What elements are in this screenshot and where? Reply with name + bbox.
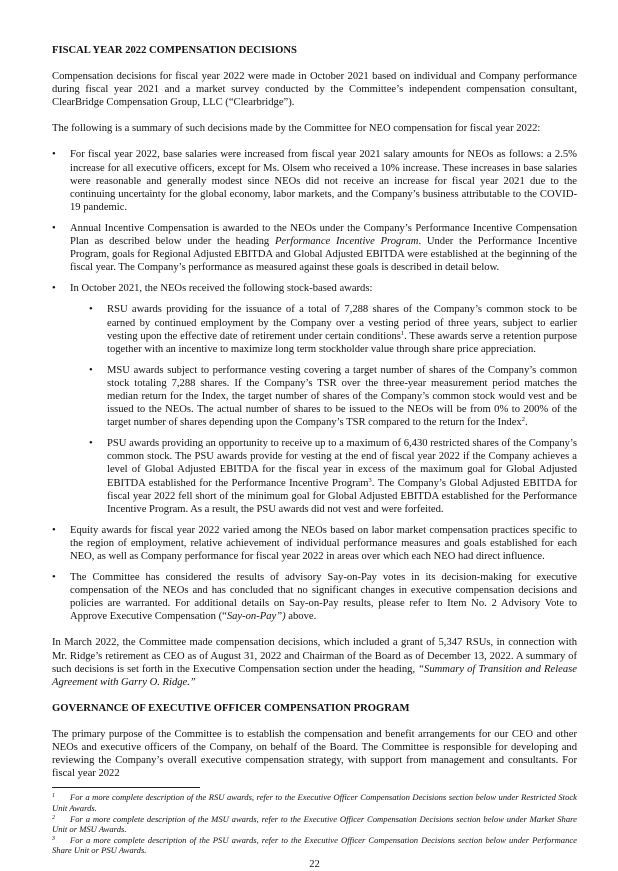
page-number: 22 xyxy=(309,858,320,870)
footnote-ref[interactable]: 1 xyxy=(400,329,405,337)
bullet-icon: • xyxy=(52,283,56,295)
italic-term: Performance Incentive Program xyxy=(274,236,419,248)
footnote-ref[interactable]: 2 xyxy=(521,416,525,424)
footnote-divider xyxy=(52,787,200,788)
bullet-icon: • xyxy=(52,524,56,536)
footnote-ref[interactable]: 3 xyxy=(368,476,372,484)
bullet-icon: • xyxy=(52,572,56,584)
document-page xyxy=(52,44,577,871)
intro-paragraph: Compensation decisions for fiscal year 2022 were made in October 2021 based on individual and Company performance during fiscal year 2021 and a market survey conducted by the Committee’s independent compensation consultant, ClearBridge Compensation Group, LLC (“Clearbridge”). xyxy=(52,71,577,109)
bullet-say-on-pay: • The Committee has considered the results of advisory Say-on-Pay votes in its decision-making for executive compensation of the NEOs and has concluded that no significant changes in executive compensation decisions and policies are warranted. For additional details on Say-on-Pay results, please refer to Item No. 2 Advisory Vote to Approve Executive Compensation (“Say-on-Pay”) above. xyxy=(52,572,577,623)
march-2022-paragraph: In March 2022, the Committee made compensation decisions, which included a grant of 5,347 RSUs, in connection with Mr. Ridge’s retirement as CEO as of August 31, 2022 and Chairman of the Board as of December 13, 2022. A summary of such decisions is set forth in the Executive Compensation section under the heading, “Summary of Transition and Release Agreement with Garry O. Ridge.” xyxy=(52,637,577,688)
footnote-3: 3 For a more complete description of the PSU awards, refer to the Executive Officer Compensation Decisions section below under Performance Share Unit or PSU Awards. xyxy=(52,834,577,856)
bullet-icon: • xyxy=(89,304,93,316)
section-heading-governance: GOVERNANCE OF EXECUTIVE OFFICER COMPENSATION PROGRAM xyxy=(52,702,410,714)
bullet-icon: • xyxy=(89,438,93,450)
bullet-icon: • xyxy=(52,149,56,161)
footnote-2: 2 For a more complete description of the MSU awards, refer to the Executive Officer Compensation Decisions section below under Market Share Unit or MSU Awards. xyxy=(52,813,577,835)
section-heading-fy2022: FISCAL YEAR 2022 COMPENSATION DECISIONS xyxy=(52,45,297,56)
bullet-icon: • xyxy=(89,364,93,376)
governance-paragraph: The primary purpose of the Committee is to establish the compensation and benefit arrangements for our CEO and other NEOs and executive officers of the Company, on behalf of the Board. The Committee is responsible for developing and reviewing the Company’s overall executive compensation strategy, with support from management and consultants. For fiscal year 2022 xyxy=(52,728,577,780)
subbullet-psu: • PSU awards providing an opportunity to receive up to a maximum of 6,430 restricted shares of the Company’s common stock. The PSU awards provide for vesting at the end of fiscal year 2022 if the Company achieves a level of Global Adjusted EBITDA for the fiscal year in excess of the maximum goal for Global Adjusted EBITDA established for the Performance Incentive Program$^3$. The Company’s Global Adjusted EBITDA for fiscal year 2022 fell short of the minimum goal for Global Adjusted EBITDA established for the Performance Incentive Program. As a result, the PSU awards did not vest and were forfeited. xyxy=(89,438,577,515)
bullet-base-salaries: • For fiscal year 2022, base salaries were increased from fiscal year 2021 salary amounts for NEOs as follows: a 2.5% increase for all executive officers, except for Ms. Olsem who received a 10% increase. These increases in base salaries were reasonable and generally modest since NEOs did not receive an increase for fiscal year 2021 due to the continuing uncertainty for the global economy, labor markets, and the Company’s business attributable to the COVID-19 pandemic. xyxy=(52,149,577,213)
bullet-equity-awards: • Equity awards for fiscal year 2022 varied among the NEOs based on labor market compensation practices specific to the region of employment, relative achievement of individual performance measures and goals established for each NEO, as well as Company performance for fiscal year 2022 in areas over which each NEO had direct influence. xyxy=(52,524,577,562)
italic-heading-ref: “Summary of Transition and Release Agreement with Garry O. Ridge.” xyxy=(52,663,577,688)
bullet-stock-awards: • In October 2021, the NEOs received the following stock-based awards: xyxy=(52,283,373,295)
italic-term: Say-on-Pay”) xyxy=(226,611,286,623)
subbullet-msu: • MSU awards subject to performance vesting covering a target number of shares of the Company’s common stock totaling 7,288 shares. If the Company’s TSR over the three-year measurement period matches the median return for the Index, the target number of shares of the Company’s common stock would vest and be issued to the NEOs. The actual number of shares to be issued to the NEOs will be from 0% to 200% of the target number of shares depending upon the Company’s TSR compared to the return for the Index$^2$. xyxy=(89,364,577,429)
subbullet-rsu: • RSU awards providing for the issuance of a total of 7,288 shares of the Company’s common stock to be earned by continued employment by the Company over a vesting period of three years, subject to earlier vesting upon the effective date of retirement under certain conditions$^1$. These awards serve a retention purpose together with an incentive to maximize long term stockholder value through share price appreciation. xyxy=(89,304,578,355)
bullet-annual-incentive: • Annual Incentive Compensation is awarded to the NEOs under the Company’s Performance Incentive Compensation Plan as described below under the heading Performance Incentive Program. Under the Performance Incentive Program, goals for Regional Adjusted EBITDA and Global Adjusted EBITDA were established at the beginning of the fiscal year. The Company’s performance as measured against these goals is described in detail below. xyxy=(52,222,578,274)
summary-lead: The following is a summary of such decisions made by the Committee for NEO compensation for fiscal year 2022: xyxy=(52,123,541,135)
bullet-icon: • xyxy=(52,222,56,234)
footnote-1: 1 For a more complete description of the RSU awards, refer to the Executive Officer Compensation Decisions section below under Restricted Stock Unit Awards. xyxy=(52,792,577,813)
